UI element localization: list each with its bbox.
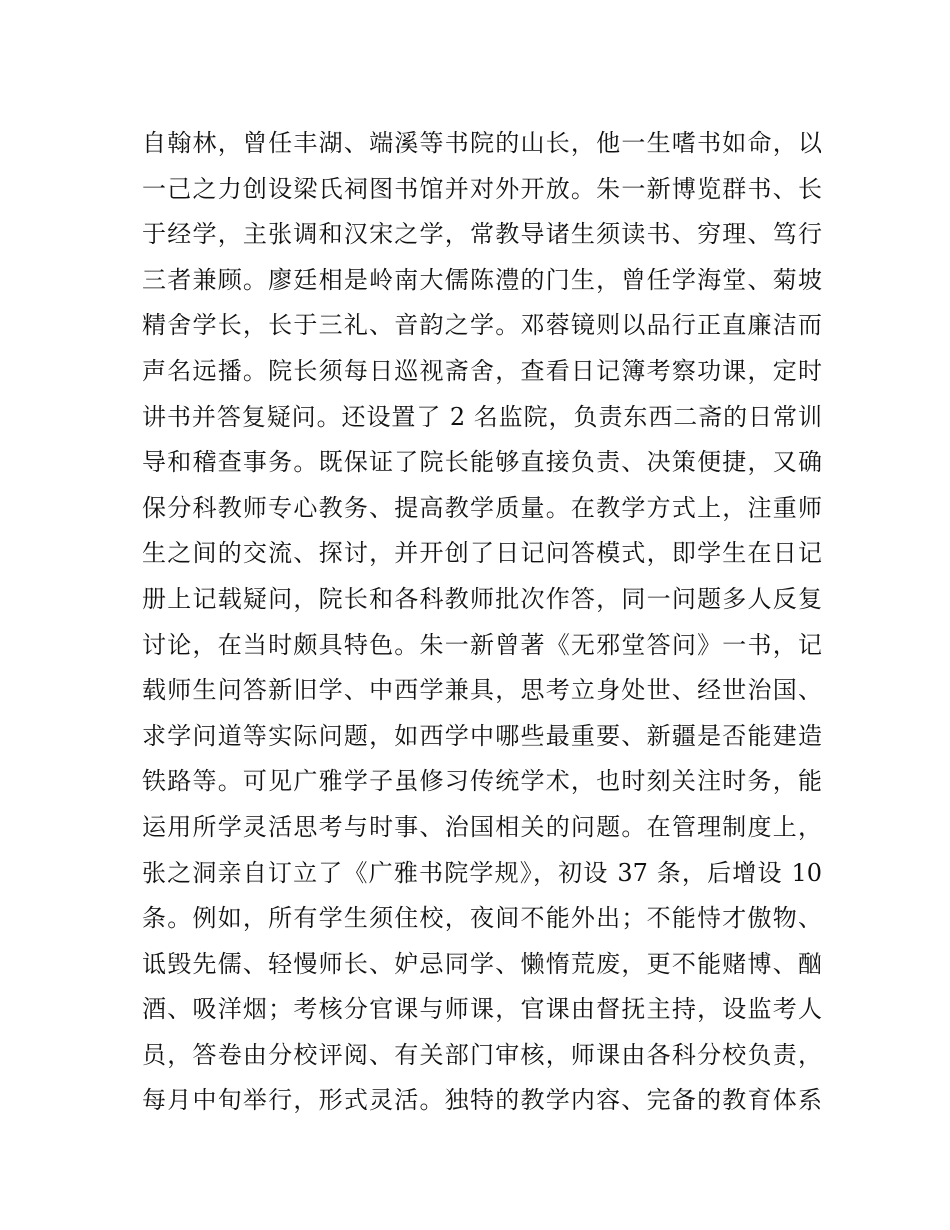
text-line: 精舍学长，长于三礼、音韵之学。邓蓉镜则以品行正直廉洁而 bbox=[142, 311, 822, 340]
text-line: 员，答卷由分校评阅、有关部门审核，师课由各科分校负责， bbox=[142, 1040, 822, 1069]
text-line: 自翰林，曾任丰湖、端溪等书院的山长，他一生嗜书如命，以 bbox=[142, 129, 822, 157]
text-line: 求学问道等实际问题，如西学中哪些最重要、新疆是否能建造 bbox=[142, 721, 822, 750]
text-line: 每月中旬举行，形式灵活。独特的教学内容、完备的教育体系 bbox=[142, 1086, 822, 1115]
text-line: 生之间的交流、探讨，并开创了日记问答模式，即学生在日记 bbox=[142, 539, 822, 568]
text-line: 条。例如，所有学生须住校，夜间不能外出；不能恃才傲物、 bbox=[142, 904, 822, 933]
text-line: 三者兼顾。廖廷相是岭南大儒陈澧的门生，曾任学海堂、菊坡 bbox=[142, 265, 822, 294]
text-line: 导和稽查事务。既保证了院长能够直接负责、决策便捷，又确 bbox=[142, 448, 822, 477]
text-line: 张之洞亲自订立了《广雅书院学规》，初设 37 条，后增设 10 bbox=[142, 858, 822, 887]
text-line: 运用所学灵活思考与时事、治国相关的问题。在管理制度上， bbox=[142, 812, 822, 841]
text-line: 保分科教师专心教务、提高教学质量。在教学方式上，注重师 bbox=[142, 493, 822, 522]
text-line: 讲书并答复疑问。还设置了 2 名监院，负责东西二斋的日常训 bbox=[142, 402, 822, 431]
text-line: 一己之力创设梁氏祠图书馆并对外开放。朱一新博览群书、长 bbox=[142, 174, 822, 203]
text-line: 册上记载疑问，院长和各科教师批次作答，同一问题多人反复 bbox=[142, 584, 822, 613]
text-line: 酒、吸洋烟；考核分官课与师课，官课由督抚主持，设监考人 bbox=[142, 995, 822, 1024]
text-line: 载师生问答新旧学、中西学兼具，思考立身处世、经世治国、 bbox=[142, 676, 822, 705]
text-line: 于经学，主张调和汉宋之学，常教导诸生须读书、穷理、笃行 bbox=[142, 220, 822, 249]
body-text bbox=[142, 121, 822, 1124]
text-line: 诋毁先儒、轻慢师长、妒忌同学、懒惰荒废，更不能赌博、酗 bbox=[142, 949, 822, 978]
text-line: 铁路等。可见广雅学子虽修习传统学术，也时刻关注时务，能 bbox=[142, 767, 822, 796]
text-line: 讨论，在当时颇具特色。朱一新曾著《无邪堂答问》一书，记 bbox=[142, 630, 822, 659]
text-line: 声名远播。院长须每日巡视斋舍，查看日记簿考察功课，定时 bbox=[142, 356, 822, 385]
